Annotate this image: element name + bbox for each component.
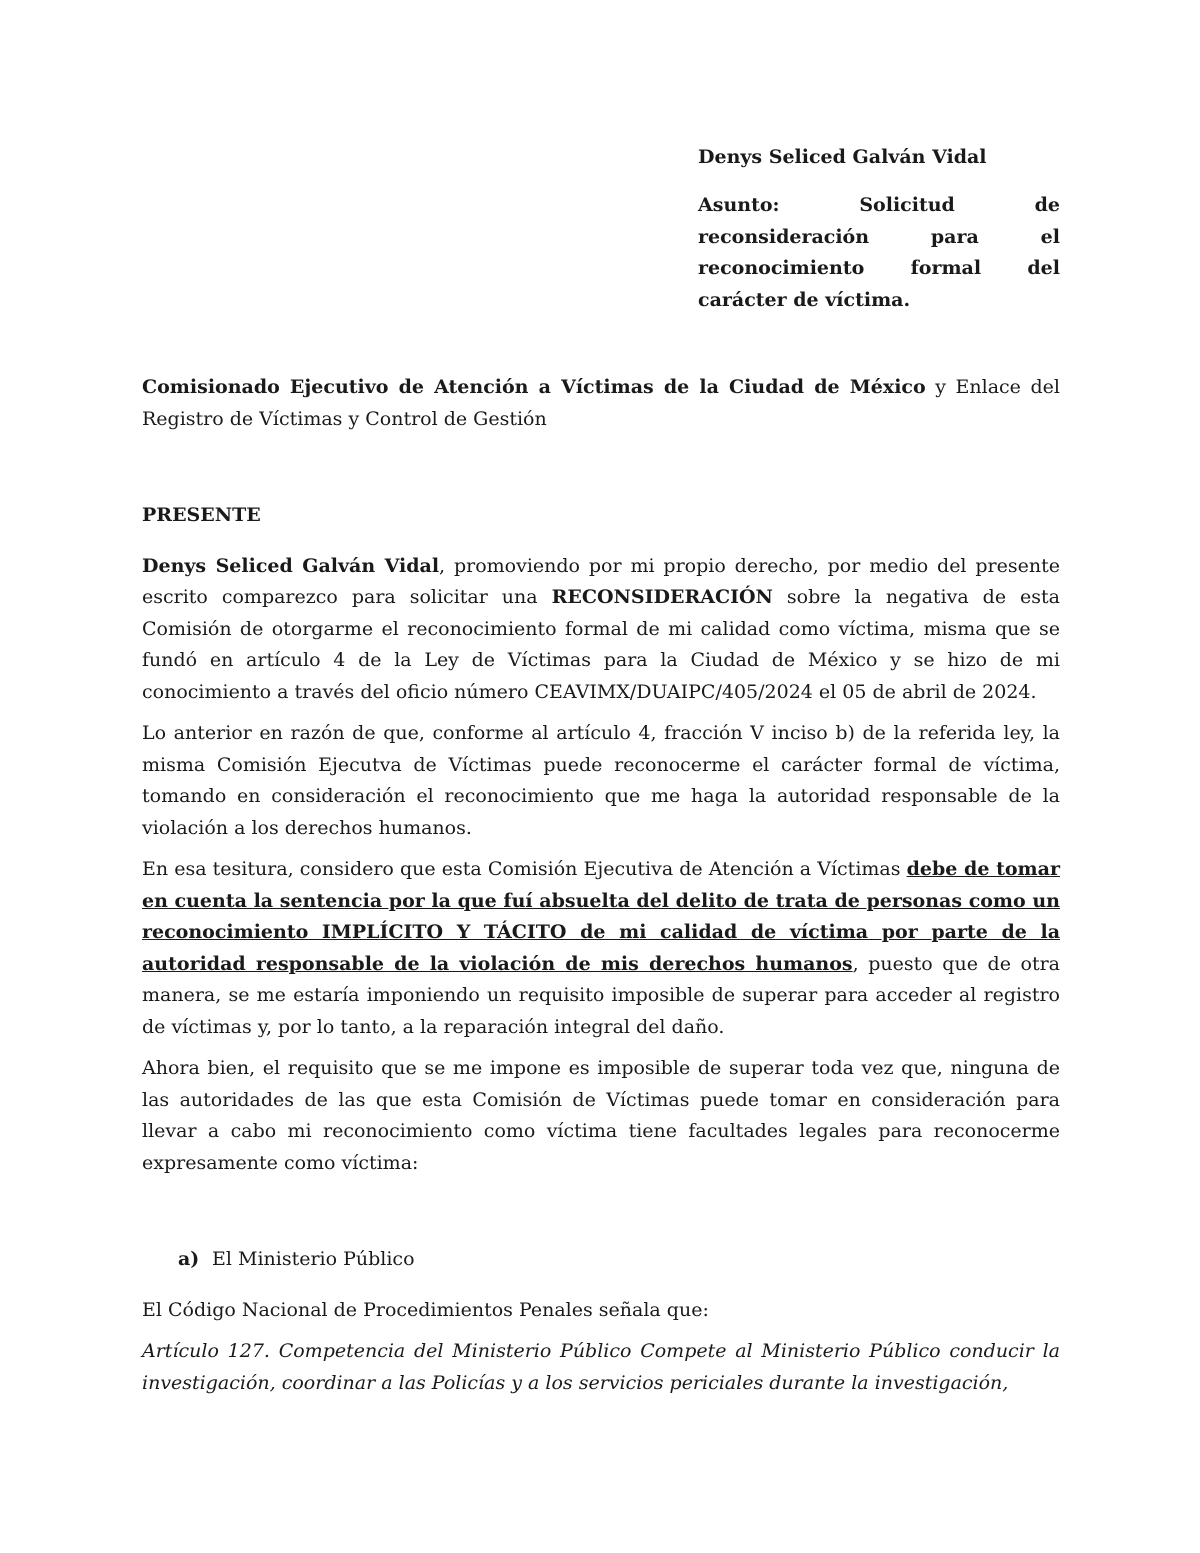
paragraph-3-emphasis: debe de tomar en cuenta la sentencia por la que fuí absuelta del delito de trata de personas como un reconocimiento IMPLÍCITO Y TÁCITO de mi calidad de víctima por parte de la autoridad responsable de la violación de mis derechos humanos	[142, 858, 1060, 975]
paragraph-5: El Código Nacional de Procedimientos Penales señala que:	[142, 1298, 709, 1321]
petitioner-name: Denys Seliced Galván Vidal	[142, 554, 440, 577]
addressee-connector: y	[925, 376, 956, 398]
subject-line: Asunto: Solicitud de reconsideración para el reconocimiento formal del carácter de víctima.	[698, 194, 1060, 311]
list-marker: a)	[178, 1248, 200, 1270]
document-body	[142, 372, 1060, 1399]
list-item-text: El Ministerio Público	[212, 1248, 415, 1270]
addressee-registry: Enlace del Registro de Víctimas y Control de Gestión	[142, 376, 1060, 430]
paragraph-3	[142, 854, 1060, 1043]
paragraph-1-text-a: , promoviendo por mi propio derecho, por medio del presente escrito comparezco para solicitar una	[142, 554, 1060, 608]
paragraph-4: Ahora bien, el requisito que se me impone es imposible de superar toda vez que, ninguna de las autoridades de las que esta Comisión de Víctimas puede tomar en consideración para llevar a cabo mi reconocimiento como víctima tiene facultades legales para reconocerme expresamente como víctima:	[142, 1057, 1060, 1174]
paragraph-1	[142, 551, 1060, 709]
header-block	[698, 142, 1060, 316]
sender-name: Denys Seliced Galván Vidal	[698, 146, 987, 168]
paragraph-3-text-b: , puesto que de otra manera, se me estaría imponiendo un requisito imposible de superar para acceder al registro de víctimas y, por lo tanto, a la reparación integral del daño.	[142, 952, 1061, 1038]
list-item-a	[142, 1244, 1060, 1276]
addressee-commissioner: Comisionado Ejecutivo de Atención a Víctimas de la Ciudad de México	[142, 376, 926, 398]
paragraph-1-text-b: sobre la negativa de esta Comisión de otorgarme el reconocimiento formal de mi calidad como víctima, misma que se fundó en artículo 4 de la Ley de Víctimas para la Ciudad de México y se hizo de mi conocimiento a través del oficio número CEAVIMX/DUAIPC/405/2024 el 05 de abril de 2024.	[142, 586, 1060, 703]
paragraph-3-text-a: En esa tesitura, considero que esta Comisión Ejecutiva de Atención a Víctimas	[142, 858, 907, 880]
paragraph-2: Lo anterior en razón de que, conforme al artículo 4, fracción V inciso b) de la referida ley, la misma Comisión Ejecutva de Víctimas puede reconocerme el carácter formal de víctima, tomando en consideración el reconocimiento que me haga la autoridad responsable de la violación a los derechos humanos.	[142, 722, 1060, 839]
addressee	[142, 372, 1060, 435]
reconsideration-emphasis: RECONSIDERACIÓN	[551, 586, 773, 608]
salutation: PRESENTE	[142, 504, 261, 526]
legal-quote: Artículo 127. Competencia del Ministerio Público Compete al Ministerio Público conducir la investigación, coordinar a las Policías y a los servicios periciales durante la investigación,	[142, 1340, 1060, 1394]
